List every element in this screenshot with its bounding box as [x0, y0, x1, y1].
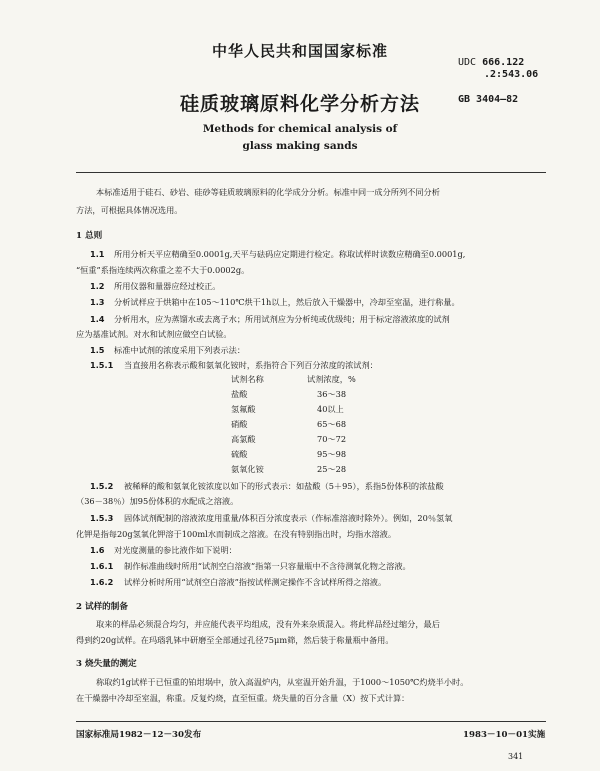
clause-number: 1.5.2 — [90, 481, 114, 491]
udc-line1: 666.122 — [482, 57, 525, 68]
reagent-name: 硝酸 — [231, 419, 248, 429]
clause-number: 1.5 — [90, 345, 105, 355]
reagent-name: 高氯酸 — [231, 434, 256, 444]
clause-1-5-1 — [90, 359, 378, 371]
clause-text: 固体试剂配制的溶液浓度用重量/体积百分浓度表示（作标准溶液时除外）。例如，20％氢氧 — [124, 513, 453, 523]
clause-text: 标准中试剂的浓度采用下列表示法： — [114, 345, 246, 355]
reagent-concentration: 36～38 — [317, 389, 347, 399]
clause-text: 被稀释的酸和氨氧化铵浓度以如下的形式表示：如盐酸（5＋95），系指5份体积的浓盐酸 — [124, 481, 444, 491]
clause-text: 试样分析时所用“试剂空白溶液”指按试样测定操作不含试样所得之溶液。 — [124, 577, 387, 587]
section-3-para-line1: 称取约1g试样于已恒重的铂坩埚中，放入高温炉内，从室温开始升温，于1000～1050℃灼烧半小时。 — [96, 677, 469, 687]
section-1-heading: 1 总则 — [76, 231, 103, 241]
effective-date: 1983－10－01实施 — [463, 730, 546, 740]
clause-1-5-3 — [90, 512, 452, 524]
col-header-name: 试剂名称 — [231, 374, 264, 384]
clause-number: 1.6.1 — [90, 561, 114, 571]
english-title-line1: Methods for chemical analysis of — [202, 123, 398, 135]
reagent-concentration: 25～28 — [317, 464, 347, 474]
section-2-para-line1: 取来的样品必须混合均匀，并应能代表平均组成，没有外来杂质混入。将此样品经过缩分，最后 — [96, 619, 440, 629]
reagent-concentration: 40以上 — [317, 404, 344, 414]
reagent-concentration: 65～68 — [317, 419, 347, 429]
publisher-date: 国家标准局1982－12－30发布 — [76, 730, 202, 740]
clause-text: 分析用水，应为蒸馏水或去离子水；所用试剂应为分析纯或优级纯；用于标定溶液浓度的试剂 — [114, 314, 450, 324]
reagent-name: 盐酸 — [231, 389, 248, 399]
intro-line2: 方法，可根据具体情况选用。 — [76, 205, 183, 215]
clause-1-1 — [90, 248, 465, 260]
clause-1-1-cont: “恒重”系指连续两次称重之差不大于0.0002g。 — [76, 265, 250, 275]
clause-number: 1.3 — [90, 297, 105, 307]
clause-number: 1.1 — [90, 249, 105, 259]
clause-1-5-2 — [90, 480, 444, 492]
header-divider — [76, 172, 546, 173]
clause-1-6 — [90, 544, 237, 556]
clause-1-5-3-cont: 化钾是指每20g氢氧化钾溶于100ml水而制成之溶液。在没有特别指出时，均指水溶液。 — [76, 529, 397, 539]
page-number: 341 — [508, 752, 524, 761]
table-header — [231, 372, 391, 387]
clause-text: 所用仪器和量器应经过校正。 — [114, 281, 221, 291]
clause-number: 1.4 — [90, 314, 105, 324]
clause-1-4 — [90, 313, 450, 325]
udc-label: UDC — [458, 57, 477, 68]
clause-text: 所用分析天平应精确至0.0001g,天平与砝码应定期进行检定。称取试样时读数应精确至0.0001g, — [114, 249, 466, 259]
clause-1-4-cont: 应为基准试剂。对水和试剂应做空白试验。 — [76, 329, 232, 339]
section-3-para-line2: 在干燥器中冷却至室温，称重。反复灼烧，直至恒重。烧失量的百分含量（X）按下式计算： — [76, 693, 410, 703]
clause-1-6-1 — [90, 560, 411, 572]
clause-1-6-2 — [90, 576, 386, 588]
reagent-name: 氨氧化铵 — [231, 464, 264, 474]
clause-text: 当直接用名称表示酸和氨氧化铵时，系指符合下列百分浓度的浓试剂： — [124, 360, 378, 370]
english-title-line2: glass making sands — [242, 140, 358, 152]
clause-number: 1.5.1 — [90, 360, 114, 370]
udc-line2: .2:543.06 — [484, 69, 539, 80]
udc-code — [458, 57, 524, 68]
clause-number: 1.5.3 — [90, 513, 114, 523]
clause-1-5-2-cont: （36－38％）加95份体积的水配成之溶液。 — [76, 496, 239, 506]
clause-1-5 — [90, 344, 245, 356]
clause-text: 分析试样应于烘箱中在105～110℃烘干1h以上，然后放入干燥器中，冷却至室温，进行称量。 — [114, 297, 460, 307]
clause-number: 1.6.2 — [90, 577, 114, 587]
clause-number: 1.6 — [90, 545, 105, 555]
reagent-name: 氢氟酸 — [231, 404, 256, 414]
reagent-name: 硫酸 — [231, 449, 248, 459]
intro-line1: 本标准适用于硅石、砂岩、硅砂等硅质玻璃原料的化学成分分析。标准中同一成分所列不同分析 — [96, 187, 440, 197]
document-title: 硅质玻璃原料化学分析方法 — [179, 93, 420, 115]
concentration-table — [231, 372, 391, 474]
gb-number: GB 3404—82 — [458, 94, 519, 105]
reagent-concentration: 95～98 — [317, 449, 347, 459]
footer-divider — [76, 721, 546, 722]
national-standard-heading: 中华人民共和国国家标准 — [211, 42, 388, 60]
clause-number: 1.2 — [90, 281, 105, 291]
clause-text: 制作标准曲线时所用“试剂空白溶液”指第一只容量瓶中不含待测氧化物之溶液。 — [124, 561, 411, 571]
section-2-heading: 2 试样的制备 — [76, 602, 128, 612]
clause-1-2 — [90, 280, 220, 292]
english-title — [0, 121, 600, 155]
clause-1-3 — [90, 296, 460, 308]
clause-text: 对光度测量的参比液作如下说明： — [114, 545, 237, 555]
reagent-concentration: 70～72 — [317, 434, 347, 444]
col-header-conc: 试剂浓度，% — [307, 374, 356, 384]
section-2-para-line2: 得到约20g试样。在玛瑙乳钵中研磨至全部通过孔径75μm筛，然后装于称量瓶中备用。 — [76, 635, 394, 645]
section-3-heading: 3 烧失量的测定 — [76, 659, 137, 669]
